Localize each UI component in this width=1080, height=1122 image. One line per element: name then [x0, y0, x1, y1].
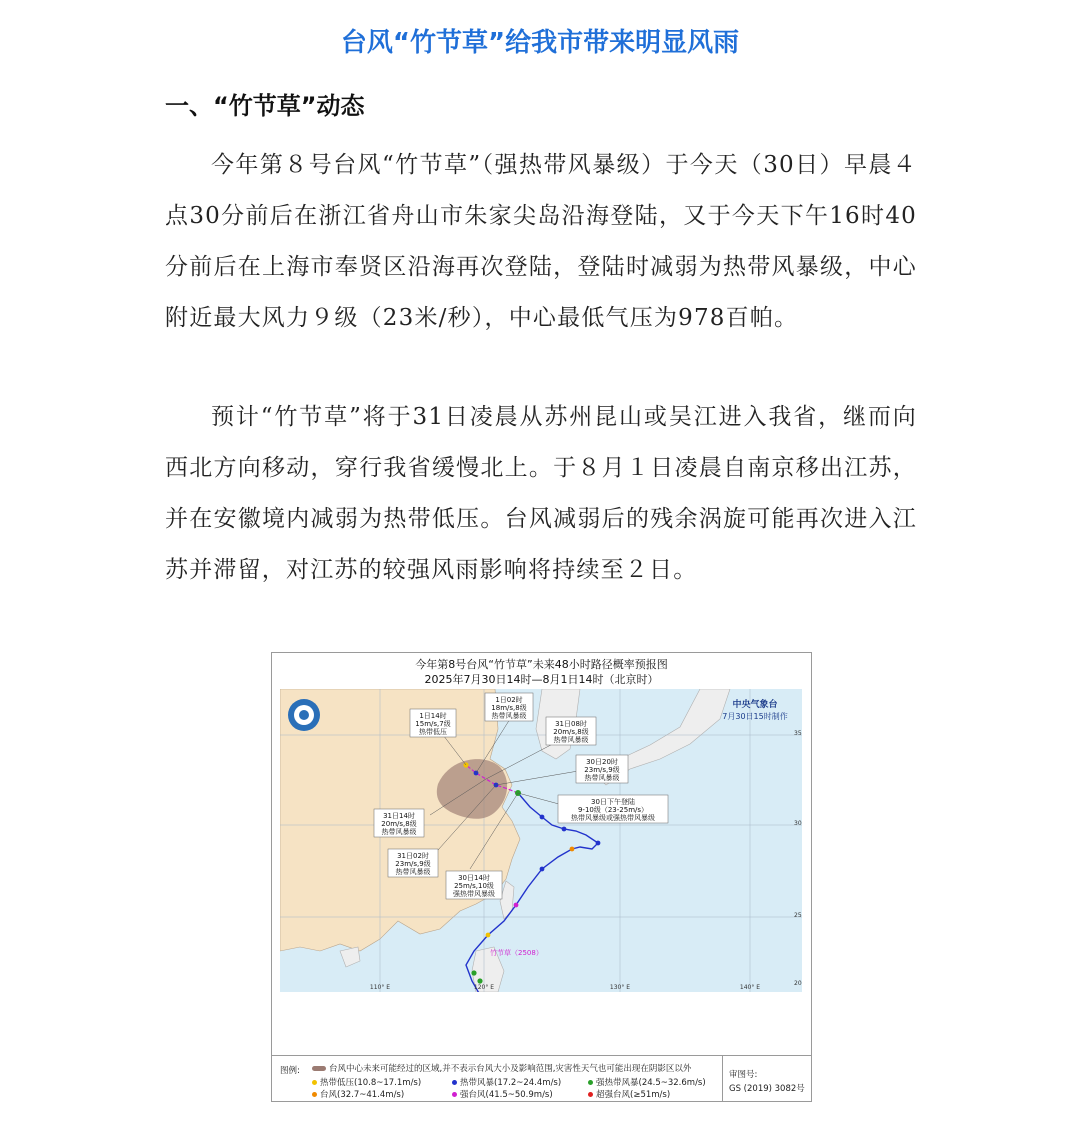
lon-label: 120° E — [473, 984, 495, 991]
legend-dot-icon — [588, 1092, 593, 1097]
track-point — [540, 867, 545, 872]
legend-dot-icon — [312, 1092, 317, 1097]
annotation-30d20 — [576, 755, 628, 783]
lon-label: 130° E — [609, 984, 631, 991]
svg-text:31日08时: 31日08时 — [555, 720, 587, 728]
paragraph-1: 今年第８号台风“竹节草”（强热带风暴级）于今天（30日）早晨４点30分前后在浙江省舟山市朱家尖岛沿海登陆，又于今天下午16时40分前后在上海市奉贤区沿海再次登陆，登陆时减弱为热带风暴级，中心附近最大风力９级（23米/秒），中心最低气压为978百帕。 — [165, 152, 917, 331]
svg-text:热带风暴级: 热带风暴级 — [395, 868, 431, 876]
track-point — [570, 847, 575, 852]
svg-text:23m/s,9级: 23m/s,9级 — [584, 766, 620, 774]
track-point — [596, 841, 601, 846]
svg-text:25m/s,10级: 25m/s,10级 — [454, 882, 494, 890]
svg-text:热带风暴级: 热带风暴级 — [381, 828, 417, 836]
legend-item: 强台风(41.5~50.9m/s) — [452, 1088, 553, 1100]
paragraph-2: 预计“竹节草”将于31日凌晨从苏州昆山或吴江进入我省，继而向西北方向移动，穿行我省缓慢北上。于８月１日凌晨自南京移出江苏，并在安徽境内减弱为热带低压。台风减弱后的残余涡旋可能再次进入江苏并滞留，对江苏的较强风雨影响将持续至２日。 — [165, 404, 917, 583]
track-point — [514, 903, 519, 908]
figure-subtitle: 2025年7月30日14时—8月1日14时（北京时） — [424, 673, 659, 686]
track-point — [477, 978, 482, 983]
annotation-1d02 — [485, 693, 533, 721]
lon-label: 140° E — [739, 984, 761, 991]
svg-text:20m/s,8级: 20m/s,8级 — [553, 728, 589, 736]
legend-item: 热带风暴(17.2~24.4m/s) — [452, 1076, 561, 1088]
annotation-landfall — [558, 795, 668, 823]
forecast-map — [280, 689, 802, 992]
figure-title: 今年第8号台风“竹节草”未来48小时路径概率预报图 — [415, 658, 668, 671]
annotation-31d08 — [546, 717, 596, 745]
svg-text:31日02时: 31日02时 — [397, 852, 429, 860]
svg-text:强热带风暴级: 强热带风暴级 — [453, 890, 495, 898]
lat-label: 30 — [794, 820, 802, 827]
annotation-31d14 — [374, 809, 424, 837]
made-time: 7月30日15时制作 — [722, 712, 788, 721]
legend-dot-icon — [452, 1092, 457, 1097]
svg-text:30日下午登陆: 30日下午登陆 — [591, 798, 635, 806]
annotation-text: 热带低压 — [419, 728, 447, 736]
annotation-30d14 — [446, 871, 502, 899]
map-legend — [272, 1055, 811, 1102]
review-number-box — [722, 1056, 812, 1102]
legend-item: 强热带风暴(24.5~32.6m/s) — [588, 1076, 706, 1088]
svg-text:18m/s,8级: 18m/s,8级 — [491, 704, 527, 712]
legend-dot-icon — [312, 1080, 317, 1085]
legend-note: 台风中心未来可能经过的区域,并不表示台风大小及影响范围,灾害性天气也可能出现在阴影区以外 — [312, 1062, 691, 1074]
svg-text:1日02时: 1日02时 — [495, 696, 523, 704]
lon-label: 110° E — [369, 984, 391, 991]
svg-text:热带风暴级: 热带风暴级 — [491, 712, 527, 720]
review-number: GS (2019) 3082号 — [729, 1084, 805, 1094]
annotation-1d14 — [410, 709, 456, 737]
page-title: 台风“竹节草”给我市带来明显风雨 — [340, 28, 740, 58]
svg-text:20m/s,8级: 20m/s,8级 — [381, 820, 417, 828]
agency-name: 中央气象台 — [732, 700, 778, 710]
lat-label: 25 — [794, 912, 802, 919]
legend-item: 台风(32.7~41.4m/s) — [312, 1088, 404, 1100]
legend-dot-icon — [588, 1080, 593, 1085]
svg-text:热带风暴级: 热带风暴级 — [584, 774, 620, 782]
annotation-31d02 — [388, 849, 438, 877]
legend-item: 热带低压(10.8~17.1m/s) — [312, 1076, 421, 1088]
svg-text:热带风暴级或强热带风暴级: 热带风暴级或强热带风暴级 — [571, 814, 655, 822]
section-heading: 一、“竹节草”动态 — [165, 92, 365, 120]
svg-text:9-10级（23-25m/s）: 9-10级（23-25m/s） — [577, 806, 649, 814]
svg-text:30日20时: 30日20时 — [586, 758, 618, 766]
legend-dot-icon — [452, 1080, 457, 1085]
lat-label: 35 — [794, 730, 802, 737]
annotation-text: 15m/s,7级 — [415, 720, 451, 728]
svg-text:23m/s,9级: 23m/s,9级 — [395, 860, 431, 868]
cma-logo — [288, 699, 320, 731]
lat-label: 20 — [794, 980, 802, 987]
track-point — [486, 933, 491, 938]
annotation-text: 1日14时 — [419, 712, 447, 720]
track-point — [540, 815, 545, 820]
svg-text:31日14时: 31日14时 — [383, 812, 415, 820]
storm-label: 竹节草（2508） — [490, 949, 543, 957]
typhoon-forecast-figure — [271, 652, 812, 1102]
track-point — [562, 827, 567, 832]
legend-label: 图例: — [280, 1066, 300, 1076]
legend-item: 超强台风(≥51m/s) — [588, 1088, 670, 1100]
svg-text:热带风暴级: 热带风暴级 — [553, 736, 589, 744]
cone-swatch-icon — [312, 1066, 326, 1071]
track-point — [471, 970, 476, 975]
review-label: 审图号: — [729, 1070, 758, 1080]
svg-text:30日14时: 30日14时 — [458, 874, 490, 882]
